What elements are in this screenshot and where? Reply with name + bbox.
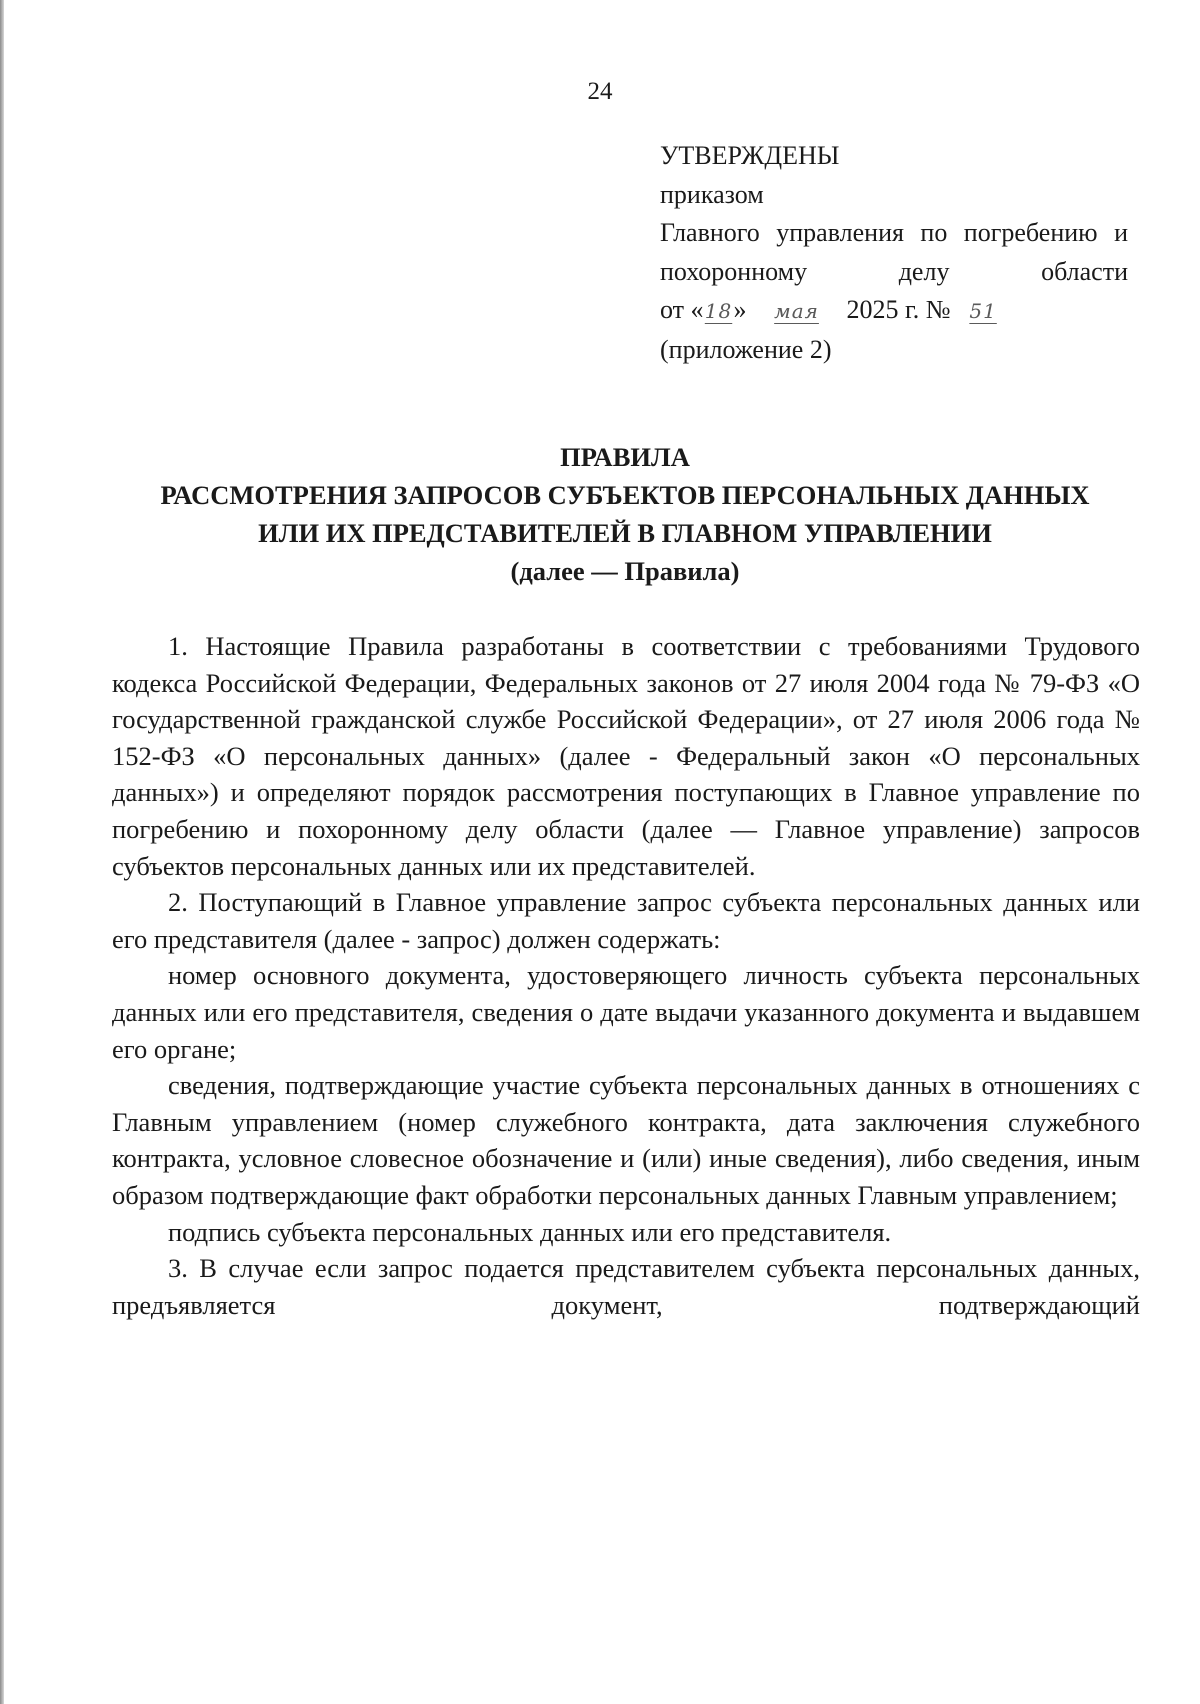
approval-stamp-block [660,137,1128,369]
approval-attachment: (приложение 2) [660,334,832,364]
paragraph-2-item-1: номер основного документа, удостоверяющего личность субъекта персональных данных или его представителя, сведения о дате выдачи указанного документа и выдавшем его органе; [112,960,1140,1064]
title-line-2: РАССМОТРЕНИЯ ЗАПРОСОВ СУБЪЕКТОВ ПЕРСОНАЛЬНЫХ ДАННЫХ [160,480,1090,510]
approval-date-line [660,291,1128,331]
approval-issuer: Главного управления по погребению и похоронному делу области [660,218,1128,286]
paragraph-2-item-3: подпись субъекта персональных данных или его представителя. [168,1216,892,1247]
date-month-handwritten: мая [774,299,819,323]
paragraph-1: 1. Настоящие Правила разработаны в соответствии с требованиями Трудового кодекса Российской Федерации, Федеральных законов от 27 июля 2004 года № 79-ФЗ «О государственной гражданской службе Российской Федерации», от 27 июля 2006 года № 152-ФЗ «О персональных данных» (далее - Федеральный закон «О персональных данных») и определяют порядок рассмотрения поступающих в Главное управление по погребению и похоронному делу области (далее — Главное управление) запросов субъектов персональных данных или их представителей. [112,631,1140,881]
scan-edge [0,0,4,1704]
date-year: 2025 г. № [846,295,951,324]
approval-heading: УТВЕРЖДЕНЫ [660,141,840,170]
title-line-1: ПРАВИЛА [560,442,690,472]
document-body [112,628,1140,1323]
date-prefix: от « [660,295,704,324]
title-line-4: (далее — Правила) [510,556,740,586]
order-number-handwritten: 51 [969,299,997,323]
document-title [110,438,1140,590]
paragraph-2: 2. Поступающий в Главное управление запрос субъекта персональных данных или его представителя (далее - запрос) должен содержать: [112,887,1140,954]
approval-order-word: приказом [660,179,764,209]
paragraph-3: 3. В случае если запрос подается представителем субъекта персональных данных, предъявляется документ, подтверждающий [112,1253,1140,1320]
paragraph-2-item-2: сведения, подтверждающие участие субъекта персональных данных в отношениях с Главным управлением (номер служебного контракта, дата заключения служебного контракта, условное словесное обозначение и (или) иные сведения), либо сведения, иным образом подтверждающие факт обработки персональных данных Главным управлением; [112,1070,1140,1210]
date-mid: » [733,295,747,324]
title-line-3: ИЛИ ИХ ПРЕДСТАВИТЕЛЕЙ В ГЛАВНОМ УПРАВЛЕНИИ [258,518,992,548]
page-number: 24 [587,78,613,105]
date-day-handwritten: 18 [704,299,733,323]
